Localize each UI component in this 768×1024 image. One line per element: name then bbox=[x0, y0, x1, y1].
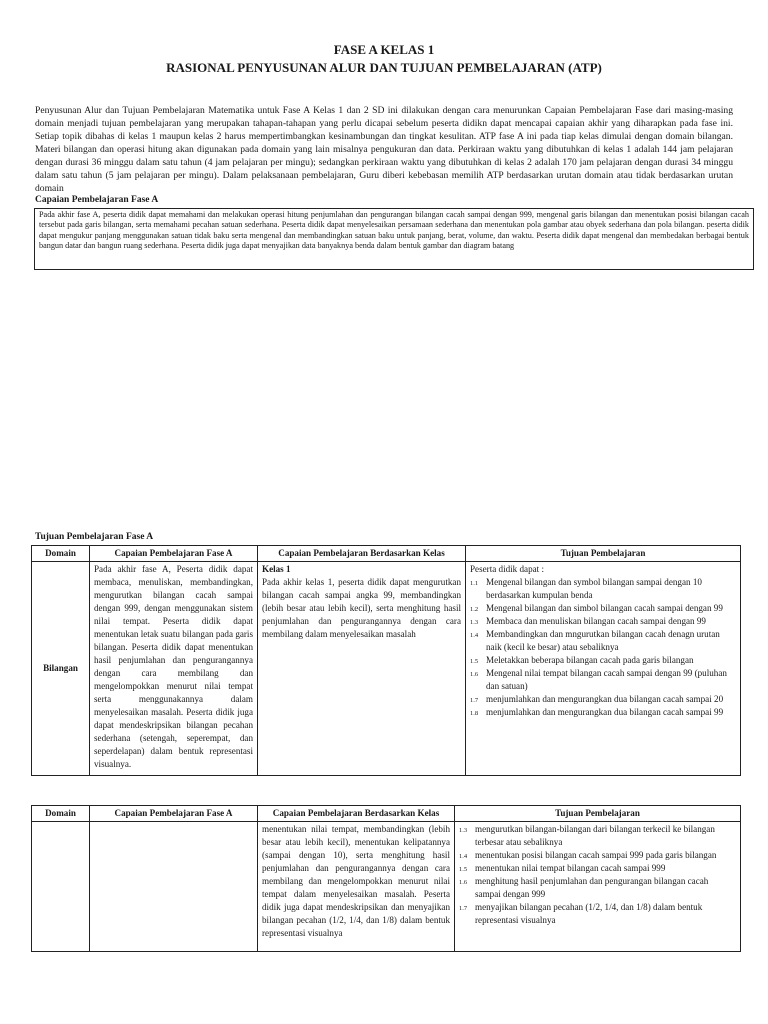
tp-intro: Peserta didik dapat : bbox=[470, 564, 544, 574]
list-item: 1.8 menjumlahkan dan mengurangkan dua bilangan cacah sampai 99 bbox=[470, 707, 724, 717]
column-header-domain: Domain bbox=[32, 806, 90, 822]
tujuan-table-1 bbox=[31, 545, 741, 776]
column-header-cp-fase: Capaian Pembelajaran Fase A bbox=[90, 806, 258, 822]
tp-cell bbox=[466, 562, 741, 776]
list-item: 1.3 mengurutkan bilangan-bilangan dari bilangan terkecil ke bilangan terbesar atau sebaliknya bbox=[459, 824, 715, 847]
tujuan-table-2 bbox=[31, 805, 741, 952]
list-item: 1.4 menentukan posisi bilangan cacah sampai 999 pada garis bilangan bbox=[459, 850, 717, 860]
intro-paragraph: Penyusunan Alur dan Tujuan Pembelajaran Matematika untuk Fase A Kelas 1 dan 2 SD ini dilakukan dengan cara menurunkan Capaian Pembelajaran Fase dari masing-masing domain menjadi tujuan pembelajaran yang merupakan tahapan-tahapan yang perlu dicapai sebelum peserta didikn dapat mencapai capaian akhir yang diharapkan pada fase ini. Setiap topik dibahas di kelas 1 maupun kelas 2 harus mempertimbangkan kesinambungan dan tingkat kesulitan. ATP fase A ini pada tiap kelas dimulai dengan domain bilangan. Materi bilangan dan operasi hitung akan digunakan pada domain yang lain misalnya pengukuran dan data. Perkiraan waktu yang dibutuhkan di kelas 1 adalah 144 jam pelajaran dengan durasi 36 minggu dalam satu tahun (4 jam pelajaran per mingu); sedangkan perkiraan waktu yang dibutuhkan di kelas 2 adalah 170 jam pelajaran dengan durasi 34 minggu dalam satu tahun (5 jam pelajaran per mingu). Dalam pelaksanaan pembelajaran, Guru diberi kebebasan memilih ATP berdasarkan urutan domain atau tidak berdasarkan urutan domain bbox=[35, 105, 733, 194]
cp-fase-cell bbox=[90, 822, 258, 952]
capaian-heading: Capaian Pembelajaran Fase A bbox=[35, 195, 159, 205]
table-header-row bbox=[32, 546, 741, 562]
tp-list bbox=[459, 823, 736, 927]
list-item: 1.1 Mengenal bilangan dan symbol bilangan sampai dengan 10 berdasarkan kumpulan benda bbox=[470, 577, 702, 600]
column-header-tujuan: Tujuan Pembelajaran bbox=[455, 806, 741, 822]
cp-fase-cell: Pada akhir fase A, Peserta didik dapat membaca, menuliskan, membandingkan, mengurutkan bilangan cacah sampai dengan 999, dengan menggunakan sistem nilai tempat. Peserta didik dapat menentukan letak suatu bilangan pada garis bilangan. Peserta didik dapat menentukan hasil penjumlahan dan pengurangannya dengan cara membilang dan mengelompokkan menurut nilai tempat serta menggunakannya dalam menyelesaikan masalah. Peserta didik juga dapat mendeskripsikan bilangan pecahan sederhana (setengah, seperempat, dan seperdelapan) dalam bentuk representasi visualnya. bbox=[90, 562, 258, 776]
capaian-box: Pada akhir fase A, peserta didik dapat memahami dan melakukan operasi hitung penjumlahan dan pengurangan bilangan cacah sampai dengan 999, mengenal garis bilangan dan menentukan posisi bilangan cacah tersebut pada garis bilangan, serta memahami pecahan satuan sederhana. Peserta didik dapat menyelesaikan persamaan sederhana dan menentukan pola gambar atau obyek sederhana dan pola bilangan. peserta didik dapat mengukur panjang menggunakan satuan tidak baku serta mengenal dan membandingkan satuan baku untuk panjang, berat, volume, dan waktu. Peserta didik dapat mengenal dan membedakan berbagai bentuk bangun datar dan bangun ruang sederhana. Peserta didik juga dapat menyajikan data banyaknya benda dalam bentuk gambar dan diagram batang bbox=[34, 208, 754, 270]
column-header-cp-fase: Capaian Pembelajaran Fase A bbox=[90, 546, 258, 562]
page-title: FASE A KELAS 1 bbox=[333, 42, 435, 57]
list-item: 1.7 menjumlahkan dan mengurangkan dua bilangan cacah sampai 20 bbox=[470, 694, 724, 704]
tp-list bbox=[470, 576, 736, 719]
list-item: 1.6 menghitung hasil penjumlahan dan pengurangan bilangan cacah sampai dengan 999 bbox=[459, 876, 709, 899]
table-header-row bbox=[32, 806, 741, 822]
list-item: 1.2 Mengenal bilangan dan simbol bilangan cacah sampai dengan 99 bbox=[470, 603, 723, 613]
domain-cell: Bilangan bbox=[32, 562, 90, 776]
cp-kelas-cell bbox=[258, 562, 466, 776]
list-item: 1.5 menentukan nilai tempat bilangan cacah sampai 999 bbox=[459, 863, 666, 873]
tp-cell bbox=[455, 822, 741, 952]
table-row bbox=[32, 822, 741, 952]
cp-kelas-text: Pada akhir kelas 1, peserta didik dapat mengurutkan bilangan cacah sampai angka 99, membandingkan (lebih besar atau lebih kecil), serta menghitung hasil penjumlahan dan pengurangannya dengan cara membilang dalam menyelesaikan masalah bbox=[262, 577, 461, 639]
kelas-label: Kelas 1 bbox=[262, 564, 291, 574]
list-item: 1.5 Meletakkan beberapa bilangan cacah pada garis bilangan bbox=[470, 655, 694, 665]
table-row bbox=[32, 562, 741, 776]
page-subtitle: RASIONAL PENYUSUNAN ALUR DAN TUJUAN PEMBELAJARAN (ATP) bbox=[166, 60, 602, 75]
column-header-tujuan: Tujuan Pembelajaran bbox=[466, 546, 741, 562]
cp-kelas-cell: menentukan nilai tempat, membandingkan (lebih besar atau lebih kecil), menentukan kelipatannya (sampai dengan 10), serta menghitung hasil penjumlahan dan pengurangannya dengan cara membilang dan mengelompokkan menurut nilai tempat dalam menyelesaikan masalah. Peserta didik juga dapat mendeskripsikan dan menyajikan bilangan pecahan (1/2, 1/4, dan 1/8) dalam bentuk representasi visualnya bbox=[258, 822, 455, 952]
list-item: 1.4 Membandingkan dan mngurutkan bilangan cacah denagn urutan naik (kecil ke besar) atau sebaliknya bbox=[470, 629, 720, 652]
list-item: 1.7 menyajikan bilangan pecahan (1/2, 1/4, dan 1/8) dalam bentuk representasi visualnya bbox=[459, 902, 703, 925]
list-item: 1.6 Mengenal nilai tempat bilangan cacah sampai dengan 99 (puluhan dan satuan) bbox=[470, 668, 727, 691]
column-header-cp-kelas: Capaian Pembelajaran Berdasarkan Kelas bbox=[258, 806, 455, 822]
column-header-domain: Domain bbox=[32, 546, 90, 562]
domain-cell bbox=[32, 822, 90, 952]
tujuan-heading: Tujuan Pembelajaran Fase A bbox=[35, 532, 154, 542]
column-header-cp-kelas: Capaian Pembelajaran Berdasarkan Kelas bbox=[258, 546, 466, 562]
list-item: 1.3 Membaca dan menuliskan bilangan cacah sampai dengan 99 bbox=[470, 616, 706, 626]
